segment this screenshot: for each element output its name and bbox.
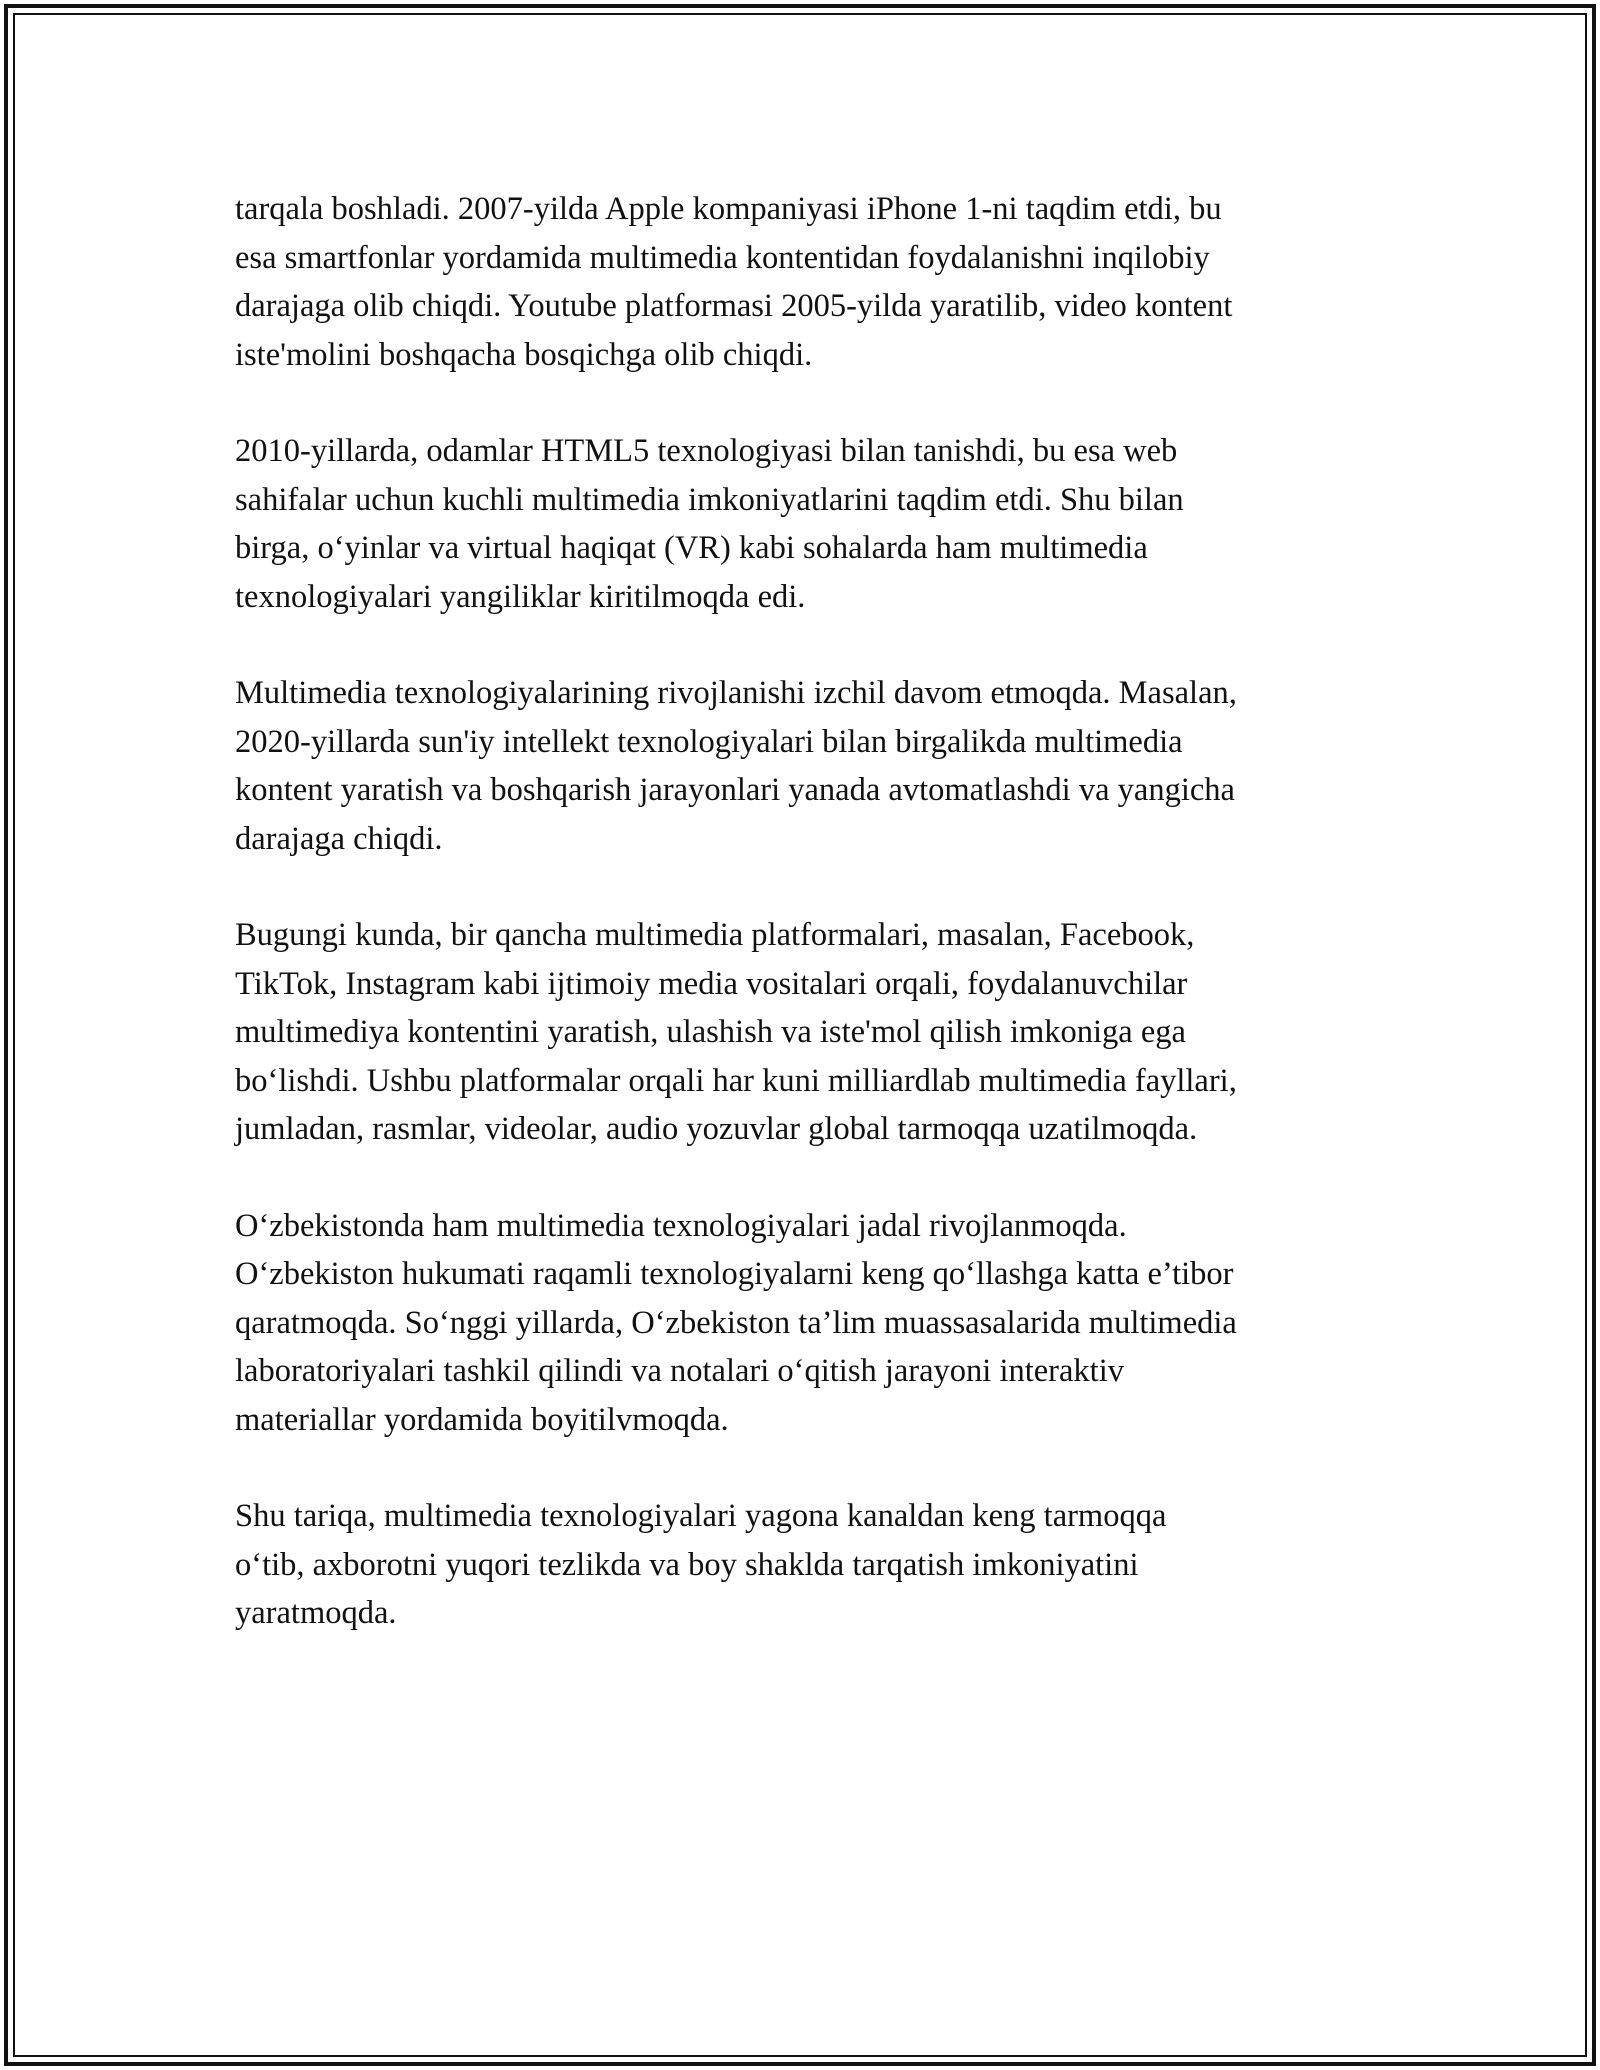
paragraph-social-platforms (235, 911, 1375, 1154)
text-line: tarqala boshladi. 2007-yilda Apple kompaniyasi iPhone 1-ni taqdim etdi, bu (235, 191, 1222, 227)
text-line: materiallar yordamida boyitilvmoqda. (235, 1401, 729, 1438)
text-line: laboratoriyalari tashkil qilindi va notalari o‘qitish jarayoni interaktiv (235, 1353, 1124, 1389)
document-body (235, 185, 1375, 1686)
text-line: Multimedia texnologiyalarining rivojlanishi izchil davom etmoqda. Masalan, (235, 675, 1237, 711)
text-line: bo‘lishdi. Ushbu platformalar orqali har kuni milliardlab multimedia fayllari, (235, 1062, 1237, 1099)
text-line: esa smartfonlar yordamida multimedia kontentidan foydalanishni inqilobiy (235, 239, 1210, 276)
text-line: iste'molini boshqacha bosqichga olib chiqdi. (235, 336, 813, 373)
text-line: O‘zbekiston hukumati raqamli texnologiyalarni keng qo‘llashga katta e’tibor (235, 1256, 1234, 1292)
text-line: TikTok, Instagram kabi ijtimoiy media vositalari orqali, foydalanuvchilar (235, 965, 1188, 1002)
text-line: 2020-yillarda sun'iy intellekt texnologiyalari bilan birgalikda multimedia (235, 723, 1183, 760)
text-line: jumladan, rasmlar, videolar, audio yozuvlar global tarmoqqa uzatilmoqda. (235, 1111, 1198, 1147)
text-line: yaratmoqda. (235, 1595, 397, 1631)
text-line: multimediya kontentini yaratish, ulashish va iste'mol qilish imkoniga ega (235, 1014, 1186, 1050)
text-line: Shu tariqa, multimedia texnologiyalari yagona kanaldan keng tarmoqqa (235, 1498, 1167, 1534)
paragraph-ai-development (235, 669, 1375, 863)
text-line: O‘zbekistonda ham multimedia texnologiyalari jadal rivojlanmoqda. (235, 1207, 1127, 1244)
paragraph-uzbekistan (235, 1202, 1375, 1445)
text-line: birga, o‘yinlar va virtual haqiqat (VR) kabi sohalarda ham multimedia (235, 530, 1148, 566)
paragraph-html5-vr (235, 427, 1375, 621)
text-line: kontent yaratish va boshqarish jarayonlari yanada avtomatlashdi va yangicha (235, 772, 1235, 808)
text-line: Bugungi kunda, bir qancha multimedia platformalari, masalan, Facebook, (235, 917, 1195, 953)
paragraph-smartphones-youtube (235, 185, 1375, 379)
paragraph-conclusion (235, 1492, 1375, 1638)
text-line: darajaga olib chiqdi. Youtube platformasi 2005-yilda yaratilib, video kontent (235, 288, 1233, 324)
text-line: sahifalar uchun kuchli multimedia imkoniyatlarini taqdim etdi. Shu bilan (235, 481, 1184, 518)
text-line: o‘tib, axborotni yuqori tezlikda va boy shaklda tarqatish imkoniyatini (235, 1546, 1139, 1583)
text-line: texnologiyalari yangiliklar kiritilmoqda edi. (235, 578, 806, 615)
text-line: darajaga chiqdi. (235, 820, 443, 857)
text-line: 2010-yillarda, odamlar HTML5 texnologiyasi bilan tanishdi, bu esa web (235, 433, 1178, 469)
text-line: qaratmoqda. So‘nggi yillarda, O‘zbekiston ta’lim muassasalarida multimedia (235, 1304, 1237, 1341)
